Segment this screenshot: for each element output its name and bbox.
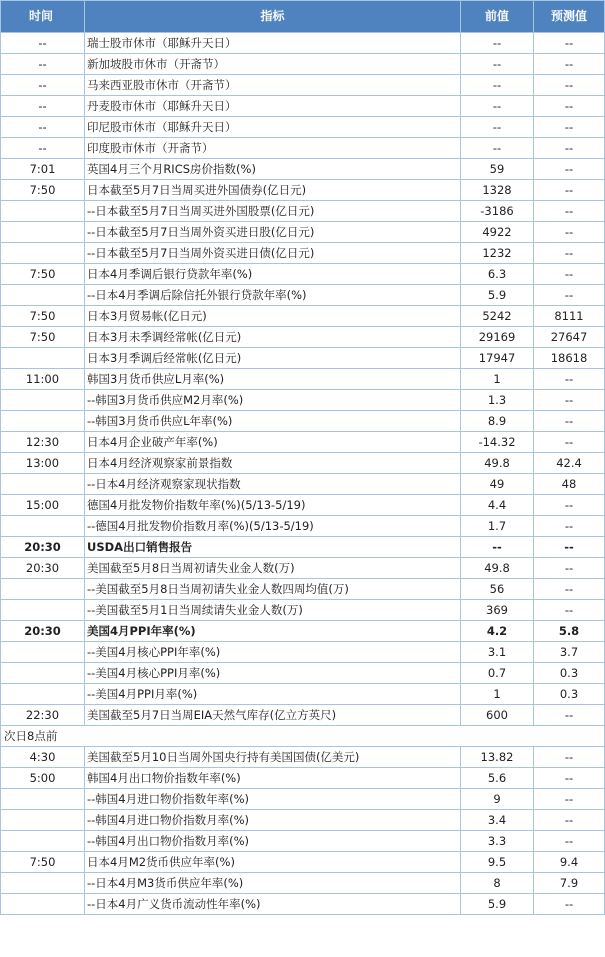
table-row	[1, 768, 605, 789]
forecast-cell: --	[534, 810, 605, 831]
table-row	[1, 810, 605, 831]
forecast-cell: --	[534, 96, 605, 117]
indicator-cell: 印尼股市休市（耶稣升天日）	[85, 117, 461, 138]
table-row	[1, 33, 605, 54]
forecast-cell: --	[534, 33, 605, 54]
previous-cell: 49	[461, 474, 534, 495]
table-row	[1, 411, 605, 432]
table-row	[1, 642, 605, 663]
forecast-cell: --	[534, 894, 605, 915]
table-row	[1, 453, 605, 474]
time-cell	[1, 411, 85, 432]
indicator-cell: 韩国3月货币供应L月率(%)	[85, 369, 461, 390]
table-row	[1, 432, 605, 453]
time-cell	[1, 390, 85, 411]
time-cell: 13:00	[1, 453, 85, 474]
indicator-cell: 日本4月经济观察家前景指数	[85, 453, 461, 474]
previous-cell: 8	[461, 873, 534, 894]
table-row	[1, 873, 605, 894]
time-cell: 12:30	[1, 432, 85, 453]
section-divider-label: 次日8点前	[1, 726, 605, 747]
previous-cell: 1.3	[461, 390, 534, 411]
table-row	[1, 117, 605, 138]
previous-cell: 13.82	[461, 747, 534, 768]
forecast-cell: --	[534, 411, 605, 432]
forecast-cell: --	[534, 537, 605, 558]
forecast-cell: --	[534, 390, 605, 411]
table-row	[1, 621, 605, 642]
indicator-cell: USDA出口销售报告	[85, 537, 461, 558]
forecast-cell: 0.3	[534, 663, 605, 684]
table-row	[1, 747, 605, 768]
previous-cell: --	[461, 33, 534, 54]
forecast-cell: --	[534, 264, 605, 285]
previous-cell: 5.9	[461, 894, 534, 915]
time-cell	[1, 201, 85, 222]
table-row	[1, 474, 605, 495]
indicator-cell: 韩国4月出口物价指数年率(%)	[85, 768, 461, 789]
indicator-cell: 丹麦股市休市（耶稣升天日）	[85, 96, 461, 117]
indicator-cell: 日本4月季调后银行贷款年率(%)	[85, 264, 461, 285]
previous-cell: 29169	[461, 327, 534, 348]
time-cell: 7:50	[1, 852, 85, 873]
table-row	[1, 558, 605, 579]
time-cell: 7:50	[1, 306, 85, 327]
forecast-cell: --	[534, 201, 605, 222]
forecast-cell: 8111	[534, 306, 605, 327]
indicator-cell: 日本4月M2货币供应年率(%)	[85, 852, 461, 873]
previous-cell: -14.32	[461, 432, 534, 453]
indicator-cell: 英国4月三个月RICS房价指数(%)	[85, 159, 461, 180]
time-cell: 7:50	[1, 327, 85, 348]
previous-cell: --	[461, 96, 534, 117]
forecast-cell: --	[534, 243, 605, 264]
forecast-cell: --	[534, 516, 605, 537]
time-cell	[1, 663, 85, 684]
time-cell	[1, 516, 85, 537]
time-cell	[1, 831, 85, 852]
previous-cell: 6.3	[461, 264, 534, 285]
indicator-cell: 新加坡股市休市（开斋节）	[85, 54, 461, 75]
previous-cell: 3.4	[461, 810, 534, 831]
previous-cell: 600	[461, 705, 534, 726]
table-row	[1, 705, 605, 726]
table-row	[1, 789, 605, 810]
indicator-cell: --韩国3月货币供应M2月率(%)	[85, 390, 461, 411]
indicator-cell: --日本4月季调后除信托外银行贷款年率(%)	[85, 285, 461, 306]
table-row	[1, 684, 605, 705]
previous-cell: 5.6	[461, 768, 534, 789]
previous-cell: 17947	[461, 348, 534, 369]
forecast-cell: --	[534, 705, 605, 726]
table-row	[1, 96, 605, 117]
previous-cell: 1	[461, 684, 534, 705]
time-cell	[1, 810, 85, 831]
time-cell	[1, 894, 85, 915]
forecast-cell: 7.9	[534, 873, 605, 894]
time-cell	[1, 684, 85, 705]
time-cell	[1, 348, 85, 369]
time-cell: --	[1, 117, 85, 138]
indicator-cell: 瑞士股市休市（耶稣升天日）	[85, 33, 461, 54]
indicator-cell: --韩国4月进口物价指数年率(%)	[85, 789, 461, 810]
forecast-cell: --	[534, 747, 605, 768]
indicator-cell: --美国4月PPI月率(%)	[85, 684, 461, 705]
time-cell	[1, 600, 85, 621]
previous-cell: 4.4	[461, 495, 534, 516]
table-body	[1, 33, 605, 915]
previous-cell: 49.8	[461, 558, 534, 579]
previous-cell: 49.8	[461, 453, 534, 474]
previous-cell: 1232	[461, 243, 534, 264]
previous-cell: 369	[461, 600, 534, 621]
time-cell: 20:30	[1, 537, 85, 558]
forecast-cell: --	[534, 75, 605, 96]
time-cell	[1, 243, 85, 264]
table-row	[1, 264, 605, 285]
forecast-cell: --	[534, 159, 605, 180]
indicator-cell: --德国4月批发物价指数月率(%)(5/13-5/19)	[85, 516, 461, 537]
time-cell: --	[1, 96, 85, 117]
previous-cell: 5242	[461, 306, 534, 327]
table-row	[1, 180, 605, 201]
indicator-cell: --美国截至5月8日当周初请失业金人数四周均值(万)	[85, 579, 461, 600]
previous-cell: --	[461, 138, 534, 159]
forecast-cell: --	[534, 495, 605, 516]
forecast-cell: 27647	[534, 327, 605, 348]
header-indicator: 指标	[85, 1, 461, 33]
indicator-cell: --美国截至5月1日当周续请失业金人数(万)	[85, 600, 461, 621]
previous-cell: 4.2	[461, 621, 534, 642]
table-row	[1, 579, 605, 600]
forecast-cell: --	[534, 600, 605, 621]
indicator-cell: 日本3月季调后经常帐(亿日元)	[85, 348, 461, 369]
previous-cell: --	[461, 117, 534, 138]
previous-cell: 56	[461, 579, 534, 600]
table-row	[1, 831, 605, 852]
header-forecast: 预测值	[534, 1, 605, 33]
time-cell: 7:50	[1, 264, 85, 285]
forecast-cell: --	[534, 138, 605, 159]
table-row	[1, 348, 605, 369]
forecast-cell: --	[534, 558, 605, 579]
previous-cell: 9.5	[461, 852, 534, 873]
previous-cell: 9	[461, 789, 534, 810]
time-cell: --	[1, 33, 85, 54]
indicator-cell: --韩国3月货币供应L年率(%)	[85, 411, 461, 432]
forecast-cell: 9.4	[534, 852, 605, 873]
forecast-cell: 42.4	[534, 453, 605, 474]
time-cell: 7:50	[1, 180, 85, 201]
forecast-cell: 5.8	[534, 621, 605, 642]
previous-cell: --	[461, 537, 534, 558]
forecast-cell: 48	[534, 474, 605, 495]
header-time: 时间	[1, 1, 85, 33]
table-header	[1, 1, 605, 33]
table-row	[1, 75, 605, 96]
forecast-cell: --	[534, 285, 605, 306]
table-row	[1, 243, 605, 264]
indicator-cell: --韩国4月出口物价指数月率(%)	[85, 831, 461, 852]
table-row	[1, 663, 605, 684]
previous-cell: 0.7	[461, 663, 534, 684]
indicator-cell: --美国4月核心PPI年率(%)	[85, 642, 461, 663]
forecast-cell: --	[534, 222, 605, 243]
previous-cell: --	[461, 75, 534, 96]
time-cell: --	[1, 138, 85, 159]
forecast-cell: --	[534, 789, 605, 810]
forecast-cell: --	[534, 54, 605, 75]
table-row	[1, 537, 605, 558]
time-cell: 22:30	[1, 705, 85, 726]
table-row	[1, 600, 605, 621]
time-cell: 20:30	[1, 558, 85, 579]
header-previous: 前值	[461, 1, 534, 33]
indicator-cell: --日本4月广义货币流动性年率(%)	[85, 894, 461, 915]
time-cell: 5:00	[1, 768, 85, 789]
section-divider-row	[1, 726, 605, 747]
forecast-cell: 0.3	[534, 684, 605, 705]
table-row	[1, 327, 605, 348]
time-cell: 20:30	[1, 621, 85, 642]
table-row	[1, 138, 605, 159]
time-cell	[1, 642, 85, 663]
table-row	[1, 159, 605, 180]
indicator-cell: 马来西亚股市休市（开斋节）	[85, 75, 461, 96]
indicator-cell: --日本4月经济观察家现状指数	[85, 474, 461, 495]
table-row	[1, 201, 605, 222]
time-cell	[1, 222, 85, 243]
table-row	[1, 285, 605, 306]
time-cell: 15:00	[1, 495, 85, 516]
table-row	[1, 222, 605, 243]
previous-cell: -3186	[461, 201, 534, 222]
previous-cell: 1	[461, 369, 534, 390]
forecast-cell: --	[534, 117, 605, 138]
time-cell	[1, 789, 85, 810]
previous-cell: 3.3	[461, 831, 534, 852]
indicator-cell: 日本截至5月7日当周买进外国债券(亿日元)	[85, 180, 461, 201]
table-row	[1, 516, 605, 537]
previous-cell: 4922	[461, 222, 534, 243]
indicator-cell: 印度股市休市（开斋节）	[85, 138, 461, 159]
time-cell	[1, 579, 85, 600]
indicator-cell: 日本3月未季调经常帐(亿日元)	[85, 327, 461, 348]
forecast-cell: --	[534, 432, 605, 453]
time-cell: --	[1, 54, 85, 75]
previous-cell: 3.1	[461, 642, 534, 663]
indicator-cell: 美国截至5月10日当周外国央行持有美国国债(亿美元)	[85, 747, 461, 768]
previous-cell: --	[461, 54, 534, 75]
indicator-cell: --日本截至5月7日当周买进外国股票(亿日元)	[85, 201, 461, 222]
indicator-cell: 美国截至5月7日当周EIA天然气库存(亿立方英尺)	[85, 705, 461, 726]
table-row	[1, 369, 605, 390]
table-row	[1, 390, 605, 411]
previous-cell: 59	[461, 159, 534, 180]
indicator-cell: 日本3月贸易帐(亿日元)	[85, 306, 461, 327]
indicator-cell: --日本4月M3货币供应年率(%)	[85, 873, 461, 894]
indicator-cell: --美国4月核心PPI月率(%)	[85, 663, 461, 684]
forecast-cell: --	[534, 768, 605, 789]
forecast-cell: 3.7	[534, 642, 605, 663]
indicator-cell: --日本截至5月7日当周外资买进日债(亿日元)	[85, 243, 461, 264]
table-row	[1, 54, 605, 75]
forecast-cell: --	[534, 579, 605, 600]
indicator-cell: 日本4月企业破产年率(%)	[85, 432, 461, 453]
indicator-cell: 美国4月PPI年率(%)	[85, 621, 461, 642]
previous-cell: 1328	[461, 180, 534, 201]
forecast-cell: --	[534, 369, 605, 390]
previous-cell: 5.9	[461, 285, 534, 306]
indicator-cell: 德国4月批发物价指数年率(%)(5/13-5/19)	[85, 495, 461, 516]
table-row	[1, 306, 605, 327]
previous-cell: 8.9	[461, 411, 534, 432]
table-row	[1, 852, 605, 873]
previous-cell: 1.7	[461, 516, 534, 537]
forecast-cell: --	[534, 831, 605, 852]
time-cell: --	[1, 75, 85, 96]
time-cell	[1, 474, 85, 495]
time-cell	[1, 873, 85, 894]
time-cell: 11:00	[1, 369, 85, 390]
indicator-cell: --日本截至5月7日当周外资买进日股(亿日元)	[85, 222, 461, 243]
indicator-cell: 美国截至5月8日当周初请失业金人数(万)	[85, 558, 461, 579]
table-row	[1, 495, 605, 516]
forecast-cell: 18618	[534, 348, 605, 369]
time-cell: 7:01	[1, 159, 85, 180]
time-cell	[1, 285, 85, 306]
time-cell: 4:30	[1, 747, 85, 768]
forecast-cell: --	[534, 180, 605, 201]
table-row	[1, 894, 605, 915]
indicator-cell: --韩国4月进口物价指数月率(%)	[85, 810, 461, 831]
